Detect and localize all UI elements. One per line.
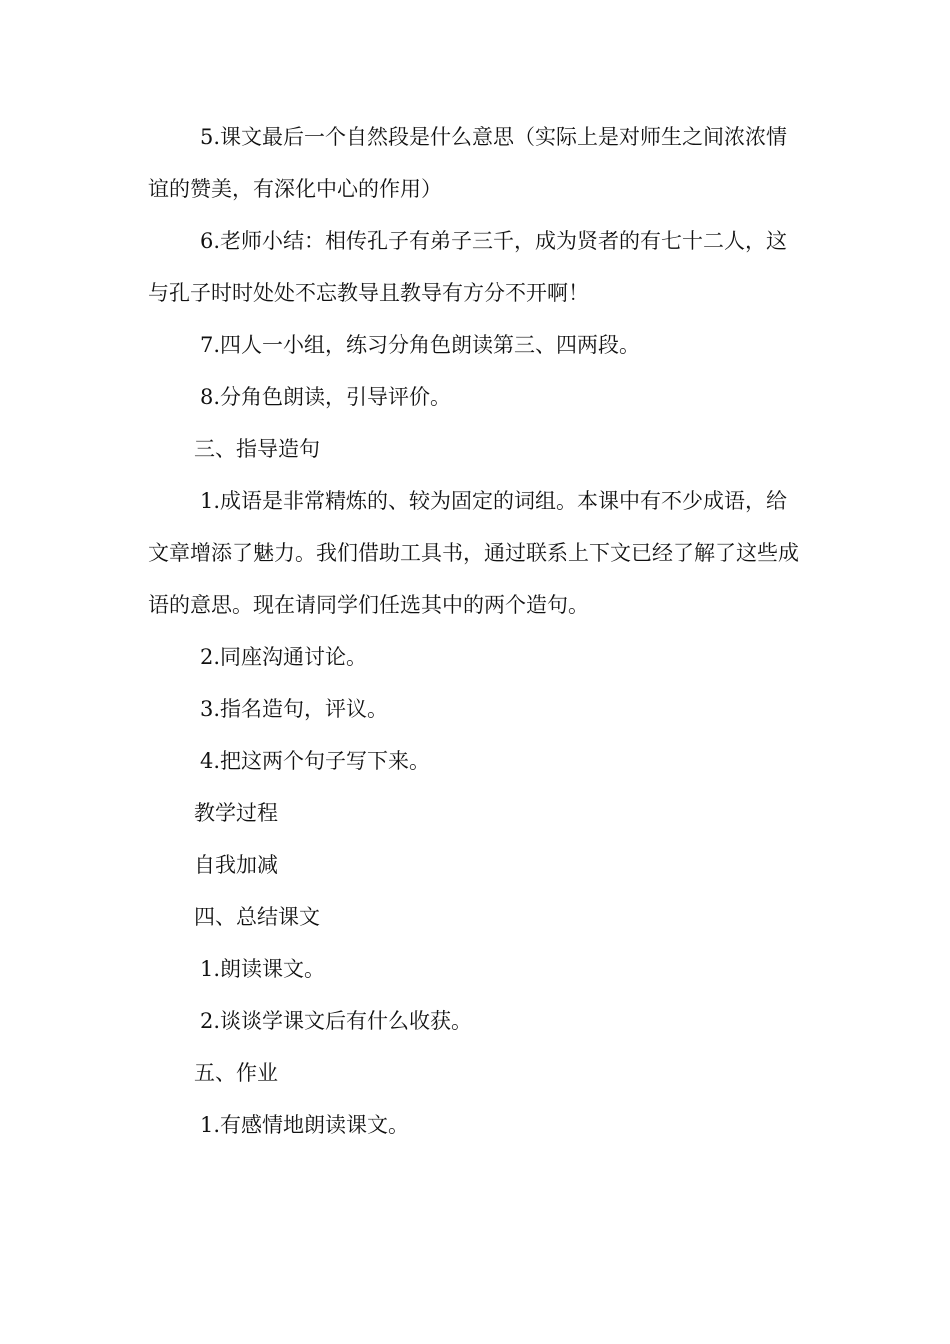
paragraph-7-group-reading: 7.四人一小组，练习分角色朗读第三、四两段。 (200, 333, 641, 357)
paragraph-2-desk-discussion: 2.同座沟通讨论。 (200, 645, 368, 669)
label-self-adjust: 自我加减 (194, 853, 278, 877)
paragraph-3-name-sentences: 3.指名造句，评议。 (200, 697, 389, 721)
paragraph-1-idioms: 1.成语是非常精炼的、较为固定的词组。本课中有不少成语，给文章增添了魅力。我们借助工具书，通过联系上下文已经了解了这些成语的意思。现在请同学们任选其中的两个造句。 (148, 489, 799, 617)
label-teaching-process: 教学过程 (194, 801, 278, 825)
paragraph-1-read-text: 1.朗读课文。 (200, 957, 326, 981)
paragraph-8-role-reading: 8.分角色朗读，引导评价。 (200, 385, 452, 409)
paragraph-5-last-section-meaning: 5.课文最后一个自然段是什么意思（实际上是对师生之间浓浓情谊的赞美，有深化中心的作用） (148, 125, 788, 201)
paragraph-2-gains: 2.谈谈学课文后有什么收获。 (200, 1009, 473, 1033)
section-heading-homework: 五、作业 (194, 1061, 278, 1085)
paragraph-4-write-sentences: 4.把这两个句子写下来。 (200, 749, 431, 773)
section-heading-sentence-making: 三、指导造句 (194, 437, 320, 461)
paragraph-1-read-with-feeling: 1.有感情地朗读课文。 (200, 1113, 410, 1137)
section-heading-summary: 四、总结课文 (194, 905, 320, 929)
paragraph-6-teacher-summary: 6.老师小结：相传孔子有弟子三千，成为贤者的有七十二人，这与孔子时时处处不忘教导且教导有方分不开啊！ (148, 229, 788, 305)
